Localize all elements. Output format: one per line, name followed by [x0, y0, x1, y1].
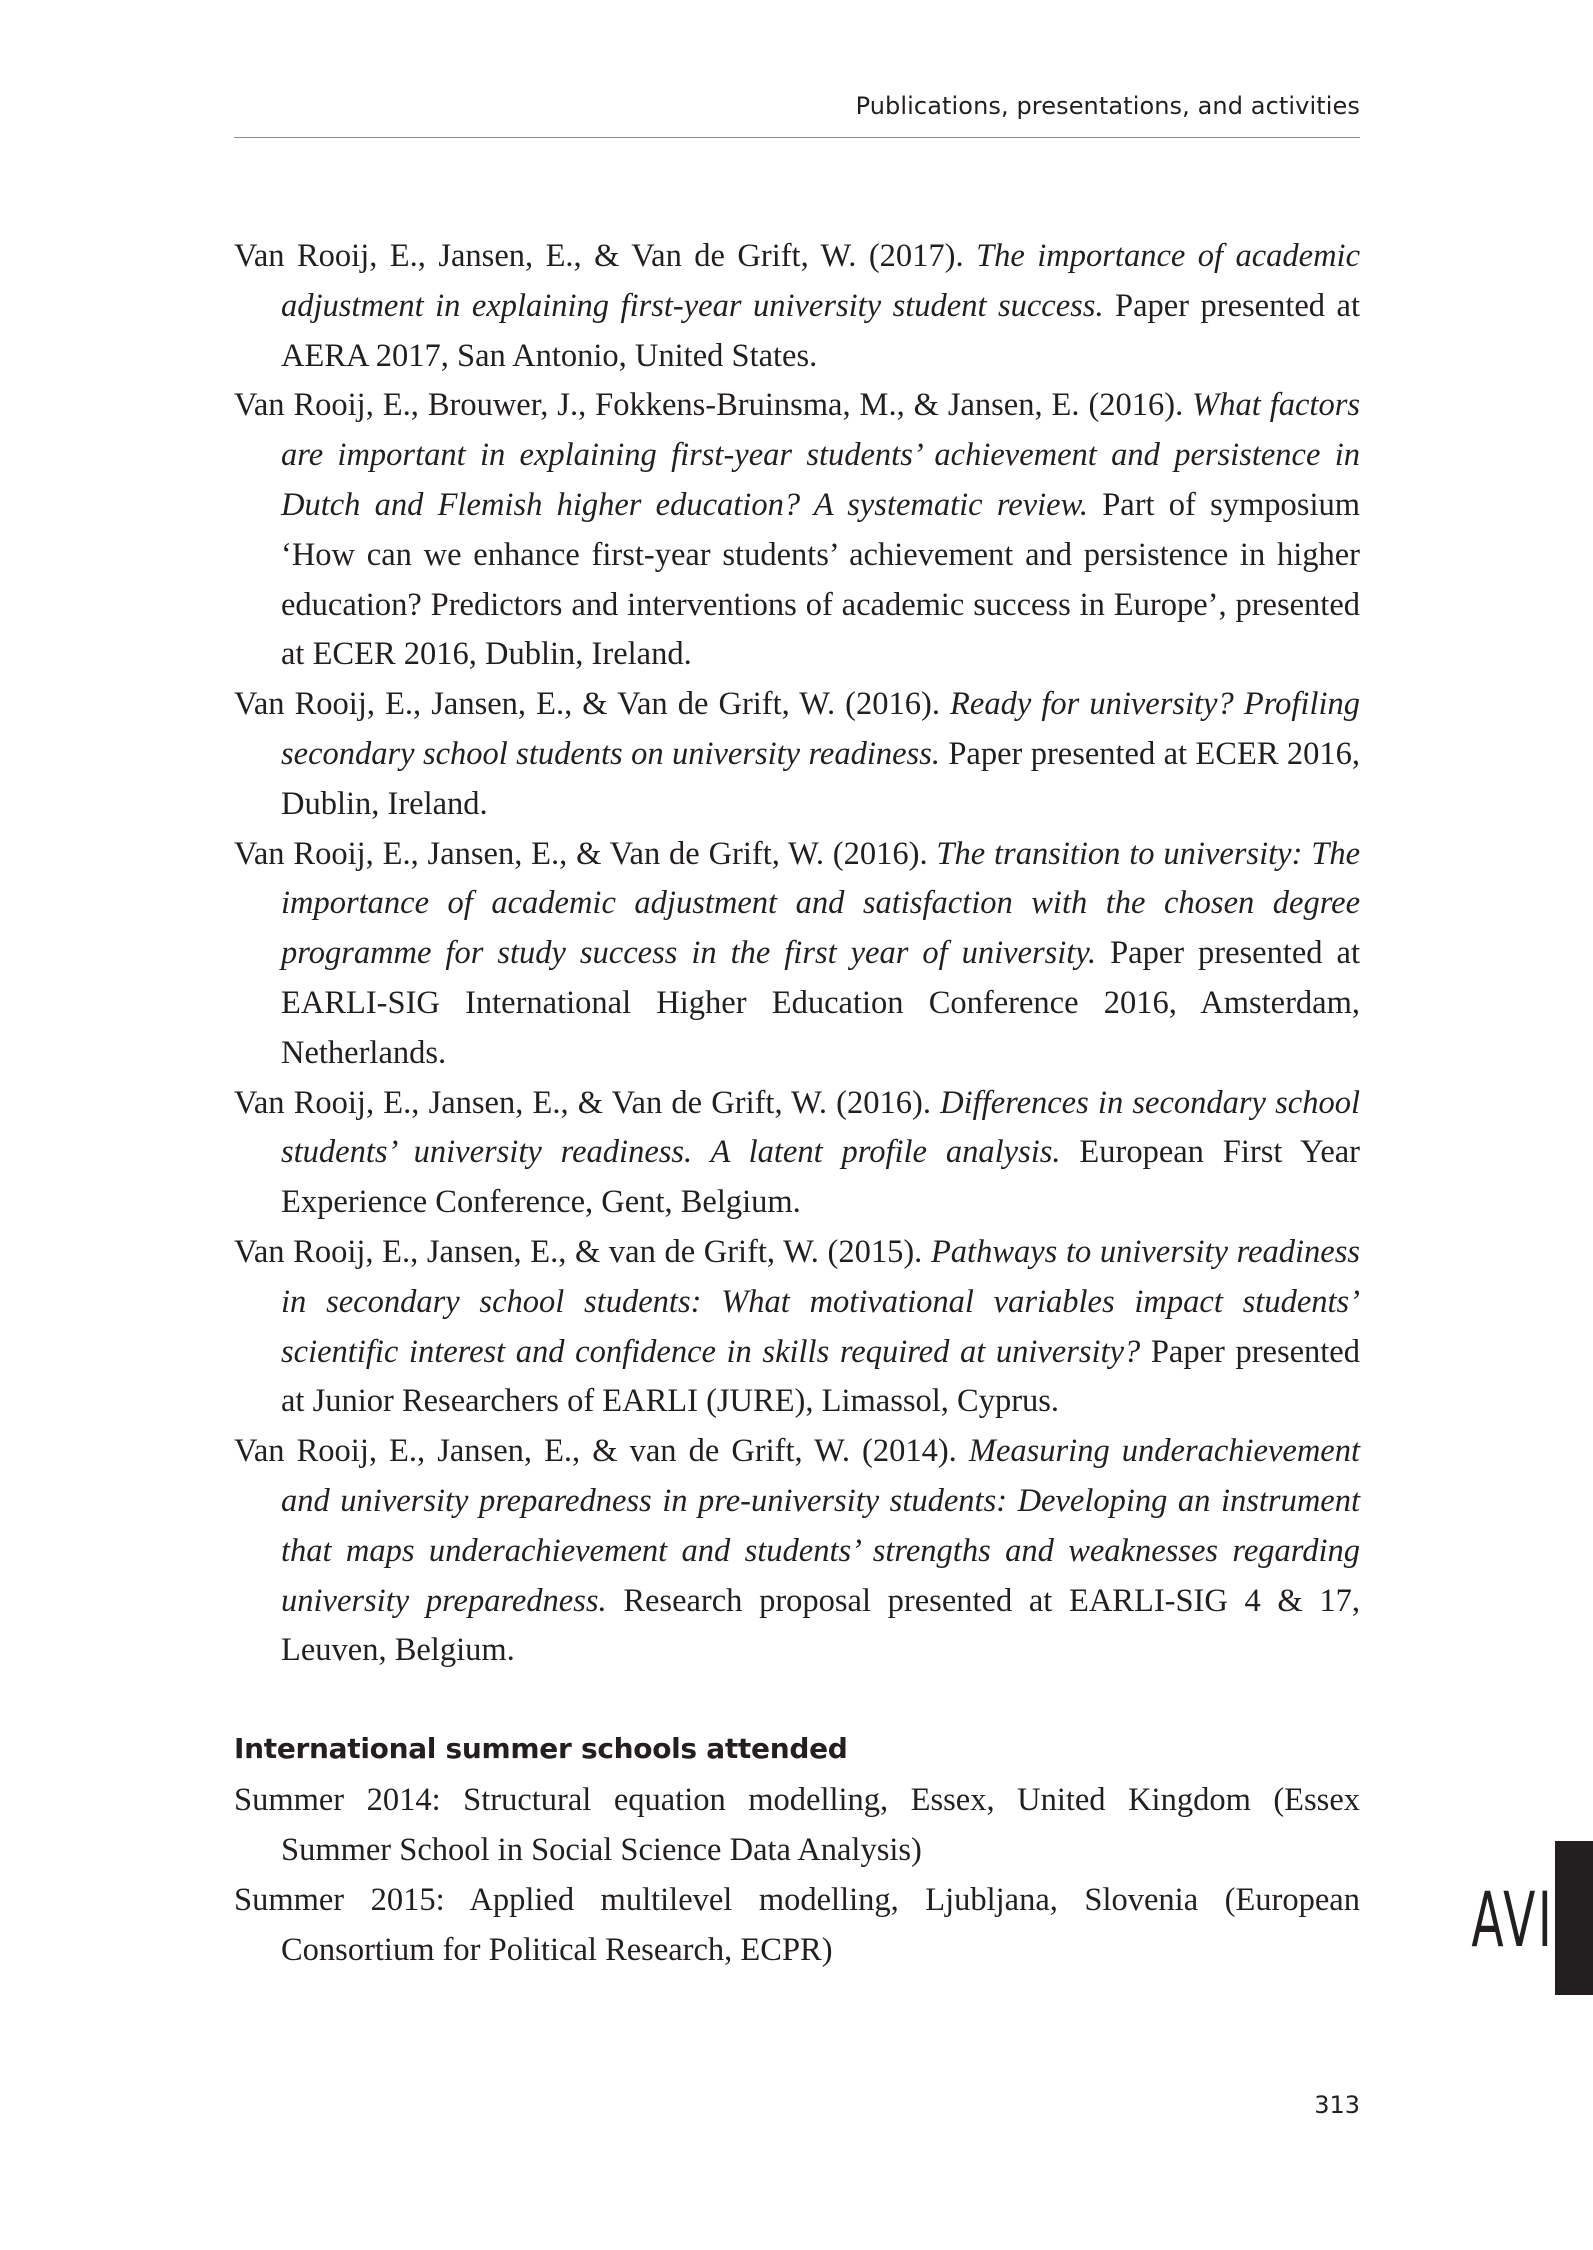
entry-authors-year: Van Rooij, E., Jansen, E., & Van de Grift, W. (2016).	[234, 686, 951, 723]
entry-venue: European First Year Experience Conference, Gent, Belgium.	[281, 1134, 1360, 1221]
presentation-entry	[234, 1427, 1360, 1676]
summer-school-entry: Summer 2015: Applied multilevel modelling, Ljubljana, Slovenia (European Consortium for Political Research, ECPR)	[234, 1881, 1360, 1968]
entry-authors-year: Van Rooij, E., Jansen, E., & van de Grift, W. (2014).	[234, 1433, 969, 1470]
page-number: 313	[1314, 2091, 1360, 2119]
entry-venue: Part of symposium ‘How can we enhance first-year students’ achievement and persistence in higher education? Predictors and interventions of academic success in Europe’, presented at ECER 2016, Dublin, Ireland.	[281, 486, 1360, 673]
entry-venue: Paper presented at EARLI-SIG International Higher Education Conference 2016, Amsterdam, Netherlands.	[281, 935, 1360, 1071]
summer-school-entry: Summer 2014: Structural equation modelling, Essex, United Kingdom (Essex Summer School in Social Science Data Analysis)	[234, 1782, 1360, 1868]
entry-venue: Research proposal presented at EARLI-SIG 4 & 17, Leuven, Belgium.	[281, 1582, 1360, 1669]
entry-authors-year: Van Rooij, E., Jansen, E., & Van de Grift, W. (2016).	[234, 835, 937, 872]
chapter-label: AVI	[1471, 1875, 1555, 1964]
presentation-entry	[234, 1228, 1360, 1427]
header-rule	[234, 137, 1360, 138]
section-heading-summer-schools: International summer schools attended	[234, 1732, 848, 1766]
entry-title: The transition to university: The importance of academic adjustment and satisfaction with the chosen degree programme for study success in the first year of university.	[281, 835, 1360, 972]
entry-title: Measuring underachievement and university preparedness in pre-university students: Developing an instrument that maps underachievement and students’ strengths and weaknesses regarding university preparedness.	[281, 1433, 1360, 1619]
chapter-thumb-tab	[1555, 1841, 1593, 1995]
entry-venue: Paper presented at AERA 2017, San Antonio, United States.	[281, 287, 1360, 374]
presentation-entry	[234, 680, 1360, 829]
entry-authors-year: Van Rooij, E., Jansen, E., & van de Grift, W. (2015).	[234, 1233, 931, 1270]
presentation-entry	[234, 830, 1360, 1079]
entry-authors-year: Van Rooij, E., Jansen, E., & Van de Grift, W. (2017).	[234, 238, 977, 274]
running-header: Publications, presentations, and activities	[855, 92, 1360, 120]
entry-authors-year: Van Rooij, E., Brouwer, J., Fokkens-Bruinsma, M., & Jansen, E. (2016).	[234, 387, 1193, 424]
page-body	[234, 232, 1360, 1975]
presentation-entry	[234, 381, 1360, 680]
entry-title: What factors are important in explaining first-year students’ achievement and persistence in Dutch and Flemish higher education? A systematic review.	[281, 387, 1360, 523]
entry-title: The importance of academic adjustment in explaining first-year university student success.	[281, 238, 1360, 324]
presentation-entry	[234, 232, 1360, 381]
entry-title: Pathways to university readiness in secondary school students: What motivational variables impact students’ scientific interest and confidence in skills required at university?	[281, 1233, 1360, 1370]
entry-venue: Paper presented at Junior Researchers of EARLI (JURE), Limassol, Cyprus.	[281, 1333, 1360, 1420]
entry-venue: Paper presented at ECER 2016, Dublin, Ireland.	[281, 735, 1360, 822]
entry-authors-year: Van Rooij, E., Jansen, E., & Van de Grift, W. (2016).	[234, 1084, 941, 1121]
entry-title: Ready for university? Profiling secondary school students on university readiness.	[281, 686, 1361, 772]
presentation-entry	[234, 1079, 1360, 1228]
entry-title: Differences in secondary school students’ university readiness. A latent profile analysis.	[281, 1084, 1360, 1171]
